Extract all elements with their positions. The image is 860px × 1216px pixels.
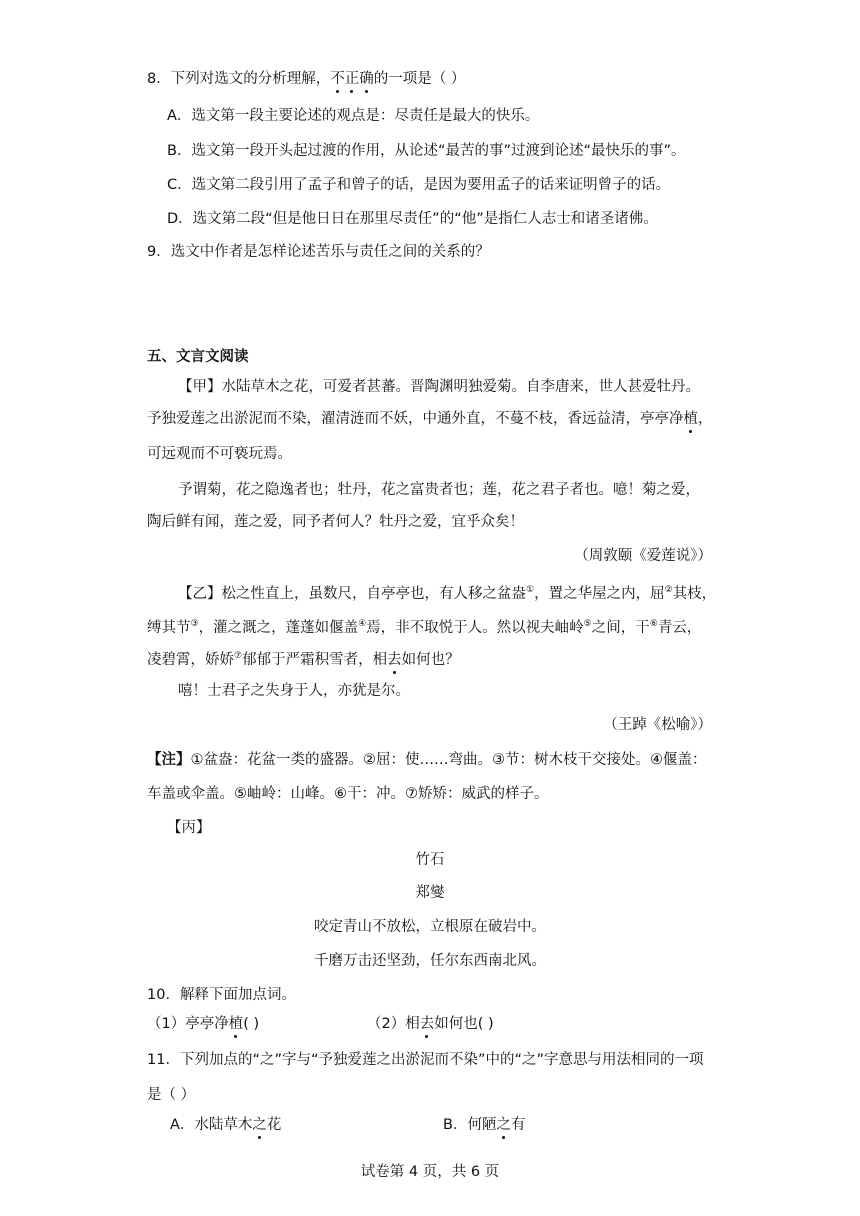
q10-item-2: （2）相去如何也( ) (367, 1016, 494, 1032)
q10-answer-blank-2[interactable]: 如何也( ) (434, 1016, 494, 1032)
q11-stem-line-2: 是（ ） (147, 1087, 196, 1103)
jia-line-1: 【甲】水陆草木之花，可爱者甚蕃。晋陶渊明独爱菊。自李唐来，世人甚爱牡丹。 (178, 379, 700, 395)
q10-dotted-zhi: 植 (228, 1016, 244, 1032)
poem-title: 竹石 (415, 852, 445, 868)
jia-line-4: 予谓菊，花之隐逸者也；牡丹，花之富贵者也；莲，花之君子者也。噫！菊之爱， (178, 482, 700, 498)
q8-option-b: B．选文第一段开头起过渡的作用，从论述“最苦的事”过渡到论述“最快乐的事”。 (167, 143, 686, 159)
q10-dotted-qu: 去 (419, 1016, 435, 1032)
yi-line-2: 缚其节③，灌之溉之，蓬蓬如偃盖④焉，非不取悦于人。然以视夫岫岭⑤之间，干⑥青云， (147, 619, 702, 636)
yi-line-3: 凌碧霄，娇娇⑦郁郁于严霜积雪者，相去如何也？ (147, 651, 460, 668)
q8-option-d: D．选文第二段“但是他日日在那里尽责任”的“他”是指仁人志士和诸圣诸佛。 (167, 211, 658, 227)
poem-author: 郑燮 (415, 885, 445, 901)
q11-stem-line-1: 11．下列加点的“之”字与“予独爱莲之出淤泥而不染”中的“之”字意思与用法相同的一项 (147, 1052, 704, 1068)
footnote-mark-4: ④ (358, 619, 367, 629)
q8-dotted-2: 正 (344, 71, 360, 87)
q10-text: 10．解释下面加点词。 (147, 987, 296, 1003)
q10-item-1: （1）亭亭净植( ) (147, 1016, 260, 1032)
notes-line-1: 【注】①盆盎：花盆一类的盛器。②屈：使……弯曲。③节：树木枝干交接处。④偃盖： (147, 752, 707, 768)
bing-label: 【丙】 (167, 820, 211, 836)
footnote-mark-2: ② (664, 585, 673, 595)
q8-option-c: C．选文第二段引用了孟子和曾子的话，是因为要用孟子的话来证明曾子的话。 (167, 177, 671, 193)
notes-line-2: 车盖或伞盖。⑤岫岭：山峰。⑥干：冲。⑦矫矫：威武的样子。 (147, 786, 549, 802)
q8-stem: 8．下列对选文的分析理解，不正确的一项是（ ） (147, 71, 466, 87)
jia-source: （周敦颐《爱莲说》） (574, 548, 712, 564)
q8-dotted-1: 不 (330, 71, 345, 87)
page-footer: 试卷第 4 页，共 6 页 (360, 1164, 500, 1180)
q8-dotted-3: 确 (359, 71, 374, 87)
yi-source: （王踔《松喻》） (603, 717, 712, 733)
poem-line-2: 千磨万击还坚劲，任尔东西南北风。 (314, 953, 546, 969)
q9-text: 9．选文中作者是怎样论述苦乐与责任之间的关系的？ (147, 244, 490, 260)
footnote-mark-7: ⑦ (234, 651, 243, 661)
yi-line-4: 嘻！士君子之失身于人，亦犹是尔。 (178, 683, 410, 699)
poem-line-1: 咬定青山不放松，立根原在破岩中。 (314, 919, 546, 935)
q11-option-a: A．水陆草木之花 (170, 1117, 282, 1133)
q10-answer-blank-1[interactable]: ( ) (243, 1016, 260, 1032)
jia-line-2: 予独爱莲之出淤泥而不染，濯清涟而不妖，中通外直，不蔓不枝，香远益清，亭亭净植， (147, 411, 713, 427)
footnote-mark-3: ③ (190, 619, 199, 629)
notes-label: 【注】 (147, 752, 191, 768)
q11-dotted-b: 之 (496, 1117, 511, 1133)
yi-line-1: 【乙】松之性直上，虽数尺，自亭亭也，有人移之盆盎①，置之华屋之内，屈②其枝， (178, 585, 717, 602)
footnote-mark-5: ⑤ (583, 619, 592, 629)
yi-dotted-qu: 去 (387, 651, 402, 668)
jia-line-3: 可远观而不可亵玩焉。 (147, 446, 292, 462)
footnote-mark-1: ① (526, 585, 535, 595)
q11-dotted-a: 之 (252, 1117, 267, 1133)
q11-option-b: B．何陋之有 (443, 1117, 526, 1133)
q8-option-a: A．选文第一段主要论述的观点是：尽责任是最大的快乐。 (167, 108, 540, 124)
footnote-mark-6: ⑥ (649, 619, 658, 629)
section-title: 五、文言文阅读 (147, 349, 249, 365)
jia-dotted-zhi: 植 (683, 411, 698, 427)
jia-line-5: 陶后鲜有闻，莲之爱，同予者何人？牡丹之爱，宜乎众矣！ (147, 514, 524, 530)
